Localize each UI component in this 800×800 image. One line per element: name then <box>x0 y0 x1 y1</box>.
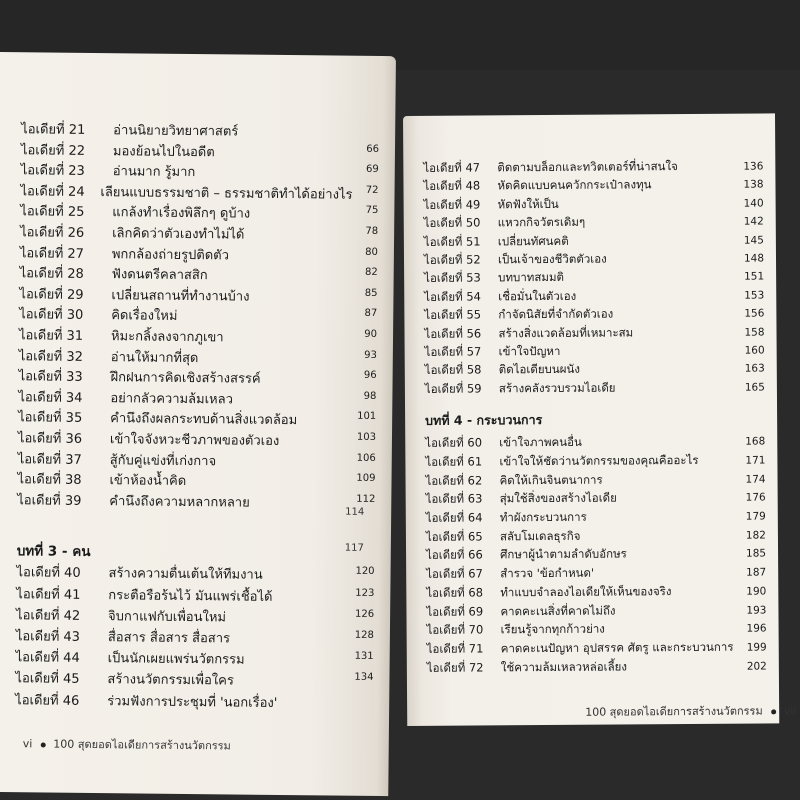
entry-page-number: 106 <box>356 452 376 464</box>
entry-label: ไอเดียที่ 47 <box>423 160 481 175</box>
entry-label: ไอเดียที่ 59 <box>424 381 482 396</box>
toc-entry <box>425 341 765 361</box>
left-page <box>0 52 396 796</box>
toc-entry <box>426 582 766 602</box>
toc-entry <box>427 638 767 658</box>
entry-label: ไอเดียที่ 41 <box>16 586 81 603</box>
entry-label: ไอเดียที่ 72 <box>426 660 484 675</box>
entry-title: ร่วมฟังการประชุมที่ 'นอกเรื่อง' <box>107 693 278 711</box>
chapter-page-number: 117 <box>344 543 364 555</box>
entry-label: ไอเดียที่ 46 <box>15 692 80 709</box>
entry-page-number: 158 <box>744 326 765 339</box>
entry-label: ไอเดียที่ 60 <box>425 435 483 451</box>
entry-title: อ่านมาก รู้มาก <box>112 164 196 181</box>
entry-label: ไอเดียที่ 22 <box>20 142 86 159</box>
entry-label: ไอเดียที่ 34 <box>18 390 83 406</box>
entry-label: ไอเดียที่ 71 <box>426 641 484 656</box>
entry-page-number: 131 <box>354 650 374 663</box>
entry-title: ทำผังกระบวนการ <box>499 509 587 525</box>
entry-page-number: 138 <box>743 178 764 192</box>
entry-page-number: 93 <box>364 349 377 361</box>
entry-label: ไอเดียที่ 65 <box>425 529 483 544</box>
entry-label: ไอเดียที่ 44 <box>15 650 80 667</box>
entry-title: สร้างความตื่นเต้นให้ทีมงาน <box>108 566 263 584</box>
toc-entry <box>425 433 765 453</box>
entry-page-number: 98 <box>363 390 377 402</box>
toc-entry <box>425 451 765 471</box>
toc-entry <box>424 286 764 306</box>
entry-title: คิดให้เกินจินตนาการ <box>499 472 603 487</box>
entry-label: ไอเดียที่ 23 <box>20 163 85 180</box>
entry-label: ไอเดียที่ 49 <box>423 197 481 212</box>
footer-book-title: 100 สุดยอดไอเดียการสร้างนวัตกรรม <box>585 704 763 719</box>
page-footer <box>585 701 796 720</box>
entry-label: ไอเดียที่ 25 <box>20 204 85 221</box>
toc-entry <box>426 526 766 546</box>
entry-title: เรียนรู้จากทุกก้าวย่าง <box>500 621 605 637</box>
entry-label: ไอเดียที่ 58 <box>424 362 482 378</box>
entry-page-number: 160 <box>744 344 765 357</box>
entry-page-number: 90 <box>364 328 378 340</box>
entry-label: ไอเดียที่ 37 <box>17 451 82 468</box>
entry-title: ฟังดนตรีคลาสสิก <box>111 267 208 284</box>
entry-page-number: 112 <box>356 493 376 505</box>
entry-page-number: 196 <box>746 622 767 635</box>
entry-page-number: 66 <box>366 143 380 155</box>
entry-title: สุ่มใช้สิ่งของสร้างไอเดีย <box>499 490 617 506</box>
entry-page-number: 82 <box>364 267 378 279</box>
entry-page-number: 75 <box>365 205 379 217</box>
toc-entry <box>424 213 764 233</box>
entry-page-number: 148 <box>743 252 765 265</box>
entry-title: ฝึกฝนการคิดเชิงสร้างสรรค์ <box>110 370 261 387</box>
entry-page-number: 72 <box>365 184 379 196</box>
entry-label: ไอเดียที่ 62 <box>425 473 483 488</box>
entry-title: คาดคะเนสิ่งที่คาดไม่ถึง <box>500 603 616 618</box>
entry-title: พกกล้องถ่ายรูปติดตัว <box>111 246 230 264</box>
toc-entry <box>427 620 767 640</box>
entry-title: ติดตามบล็อกและทวิตเตอร์ที่น่าสนใจ <box>497 159 678 175</box>
entry-page-number: 103 <box>356 431 377 443</box>
entry-title: สร้างสิ่งแวดล้อมที่เหมาะสม <box>498 324 634 340</box>
entry-title: หัดคิดแบบคนควักกระเป๋าลงทุน <box>497 177 652 193</box>
entry-page-number: 136 <box>743 160 764 173</box>
trailing-page-number: 114 <box>345 507 365 519</box>
toc-entry <box>426 564 766 584</box>
entry-title: แกล้งทำเรื่องพิลึกๆ ดูบ้าง <box>112 205 251 223</box>
entry-title: คำนึงถึงความหลากหลาย <box>109 493 250 511</box>
toc-entry <box>423 157 763 177</box>
entry-label: ไอเดียที่ 57 <box>424 344 482 359</box>
toc-entry <box>424 323 764 343</box>
toc-entry <box>426 545 766 565</box>
entry-title: สร้างคลังรวบรวมไอเดีย <box>498 380 616 396</box>
entry-label: ไอเดียที่ 63 <box>425 491 483 507</box>
entry-title: ทำแบบจำลองไอเดียให้เห็นของจริง <box>500 583 672 600</box>
entry-label: ไอเดียที่ 28 <box>19 266 84 283</box>
entry-label: ไอเดียที่ 30 <box>19 307 84 324</box>
toc-entry <box>426 507 766 527</box>
entry-title: เชื่อมั่นในตัวเอง <box>498 288 577 304</box>
toc-entry <box>425 470 765 490</box>
entry-page-number: 179 <box>745 510 766 523</box>
entry-title: สลับโมเดลธุรกิจ <box>499 528 581 544</box>
entry-page-number: 163 <box>744 362 765 376</box>
entry-label: ไอเดียที่ 54 <box>424 289 482 304</box>
entry-label: ไอเดียที่ 43 <box>15 629 81 645</box>
entry-page-number: 174 <box>745 473 766 486</box>
entry-label: ไอเดียที่ 53 <box>424 270 481 286</box>
entry-title: อ่านให้มากที่สุด <box>110 349 199 366</box>
entry-title: เข้าใจให้ชัดว่านวัตกรรมของคุณคืออะไร <box>499 452 699 469</box>
entry-title: มองย้อนไปในอดีต <box>112 143 215 160</box>
entry-title: เลิกคิดว่าตัวเองทำไม่ได้ <box>112 226 245 243</box>
entry-title: แหวกกิจวัตรเดิมๆ <box>497 214 586 230</box>
entry-title: เข้าใจปัญหา <box>498 343 561 359</box>
entry-title: เข้าห้องน้ำคิด <box>109 473 187 490</box>
entry-label: ไอเดียที่ 32 <box>18 348 83 365</box>
entry-title: สู้กับคู่แข่งที่เก่งกาจ <box>109 452 217 469</box>
toc-entry <box>424 231 764 251</box>
entry-page-number: 190 <box>746 585 767 598</box>
entry-page-number: 202 <box>746 660 767 673</box>
entry-page-number: 134 <box>354 672 374 684</box>
entry-title: เข้าใจจังหวะชีวภาพของตัวเอง <box>109 432 280 449</box>
entry-label: ไอเดียที่ 35 <box>18 410 83 427</box>
entry-title: คำนึงถึงผลกระทบด้านสิ่งแวดล้อม <box>110 411 298 429</box>
entry-label: ไอเดียที่ 45 <box>15 671 80 688</box>
entry-title: สื่อสาร สื่อสาร สื่อสาร <box>107 630 231 647</box>
entry-page-number: 87 <box>364 308 378 320</box>
entry-label: ไอเดียที่ 61 <box>425 454 483 469</box>
entry-page-number: 193 <box>746 603 767 617</box>
entry-page-number: 101 <box>357 411 377 423</box>
entry-label: ไอเดียที่ 24 <box>20 184 85 200</box>
entry-page-number: 69 <box>365 164 379 176</box>
entry-title: ติดไอเดียบนผนัง <box>498 362 580 377</box>
entry-title: อ่านนิยายวิทยาศาสตร์ <box>113 123 239 140</box>
entry-page-number: 145 <box>743 234 764 247</box>
entry-page-number: 140 <box>743 197 764 210</box>
toc-entry <box>427 657 767 677</box>
entry-page-number: 185 <box>745 547 767 561</box>
entry-page-number: 182 <box>745 529 766 542</box>
entry-page-number: 80 <box>365 246 378 258</box>
entry-title: กระตือรือร้นไว้ มันแพร่เชื้อได้ <box>108 587 273 605</box>
entry-page-number: 199 <box>746 641 767 654</box>
entry-title: เป็นนักเผยแพร่นวัตกรรม <box>107 651 245 668</box>
entry-title: อย่ากลัวความล้มเหลว <box>110 390 233 408</box>
entry-label: ไอเดียที่ 68 <box>426 585 484 600</box>
entry-title: คาดคะเนปัญหา อุปสรรค ศัตรู และกระบวนการ <box>500 639 734 656</box>
toc-entry <box>426 489 766 509</box>
entry-title: ใช้ความล้มเหลวหล่อเลี้ยง <box>500 659 628 674</box>
entry-page-number: 171 <box>745 454 766 467</box>
toc-entry <box>425 378 765 398</box>
entry-title: เลียนแบบธรรมชาติ – ธรรมชาติทำได้อย่างไร <box>100 184 353 203</box>
entry-title: ศึกษาผู้นำตามลำดับอักษร <box>500 546 627 562</box>
entry-label: ไอเดียที่ 33 <box>18 369 83 386</box>
entry-title: บทบาทสมมติ <box>498 270 565 285</box>
toc-entry <box>426 601 766 621</box>
footer-page-number: vii <box>783 704 797 718</box>
toc-entry <box>425 360 765 380</box>
entry-title: สำรวจ 'ข้อกำหนด' <box>500 565 595 581</box>
entry-title: เปลี่ยนสถานที่ทำงานบ้าง <box>111 287 250 305</box>
entry-label: ไอเดียที่ 38 <box>17 472 82 489</box>
entry-label: ไอเดียที่ 51 <box>423 234 481 249</box>
entry-page-number: 142 <box>743 215 764 228</box>
entry-page-number: 165 <box>744 381 765 394</box>
entry-label: ไอเดียที่ 67 <box>426 566 483 581</box>
entry-label: ไอเดียที่ 31 <box>18 328 84 344</box>
entry-label: ไอเดียที่ 27 <box>19 245 85 262</box>
toc-entry <box>424 194 764 214</box>
entry-page-number: 96 <box>363 370 377 382</box>
entry-page-number: 168 <box>745 435 766 448</box>
entry-page-number: 120 <box>355 566 375 578</box>
entry-title: กำจัดนิสัยที่จำกัดตัวเอง <box>498 306 614 322</box>
entry-page-number: 156 <box>744 307 765 320</box>
entry-label: ไอเดียที่ 42 <box>16 607 81 624</box>
entry-label: ไอเดียที่ 29 <box>19 287 84 303</box>
entry-label: ไอเดียที่ 36 <box>17 431 83 447</box>
entry-title: หัดฟังให้เป็น <box>497 196 559 212</box>
footer-page-number: vi <box>22 737 33 751</box>
toc-entry <box>17 489 375 514</box>
entry-page-number: 123 <box>355 587 375 599</box>
entry-page-number: 126 <box>354 608 375 620</box>
entry-page-number: 176 <box>745 491 766 504</box>
chapter-heading: บทที่ 4 - กระบวนการ <box>425 412 543 429</box>
toc-entry <box>15 689 373 714</box>
entry-title: จิบกาแฟกับเพื่อนใหม่ <box>108 608 227 626</box>
entry-title: เข้าใจภาพคนอื่น <box>499 434 582 450</box>
entry-label: ไอเดียที่ 55 <box>424 307 482 323</box>
entry-title: คิดเรื่องใหม่ <box>111 308 178 325</box>
entry-page-number: 187 <box>746 566 767 579</box>
entry-title: สร้างนวัตกรรมเพื่อใคร <box>107 672 234 689</box>
entry-page-number: 128 <box>354 629 374 641</box>
entry-page-number: 109 <box>356 472 376 485</box>
toc-entry <box>423 176 763 196</box>
entry-label: ไอเดียที่ 39 <box>17 493 82 509</box>
entry-label: ไอเดียที่ 50 <box>423 215 481 231</box>
entry-label: ไอเดียที่ 70 <box>426 622 484 638</box>
entry-label: ไอเดียที่ 26 <box>20 225 85 241</box>
entry-page-number: 85 <box>364 287 378 299</box>
bullet-icon <box>771 709 776 714</box>
entry-label: ไอเดียที่ 66 <box>426 547 483 563</box>
entry-label: ไอเดียที่ 40 <box>16 565 81 582</box>
entry-page-number: 151 <box>744 270 765 284</box>
entry-label: ไอเดียที่ 21 <box>21 122 86 138</box>
toc-entry <box>424 249 764 269</box>
toc-entry <box>424 268 764 288</box>
entry-page-number: 78 <box>365 225 379 237</box>
entry-title: เป็นเจ้าของชีวิตตัวเอง <box>497 251 607 267</box>
entry-label: ไอเดียที่ 69 <box>426 603 484 619</box>
entry-label: ไอเดียที่ 56 <box>424 326 482 341</box>
entry-title: เปลี่ยนทัศนคติ <box>497 233 569 248</box>
toc-entry <box>424 305 764 325</box>
footer-book-title: 100 สุดยอดไอเดียการสร้างนวัตกรรม <box>53 737 231 753</box>
right-page <box>403 113 797 726</box>
chapter-heading: บทที่ 3 - คน <box>16 543 91 561</box>
entry-page-number: 153 <box>744 289 765 302</box>
entry-label: ไอเดียที่ 52 <box>423 252 481 267</box>
entry-title: หิมะกลิ้งลงจากภูเขา <box>110 329 224 346</box>
entry-label: ไอเดียที่ 64 <box>425 510 483 525</box>
bullet-icon <box>40 742 45 747</box>
page-footer <box>23 734 231 754</box>
entry-label: ไอเดียที่ 48 <box>423 178 481 194</box>
